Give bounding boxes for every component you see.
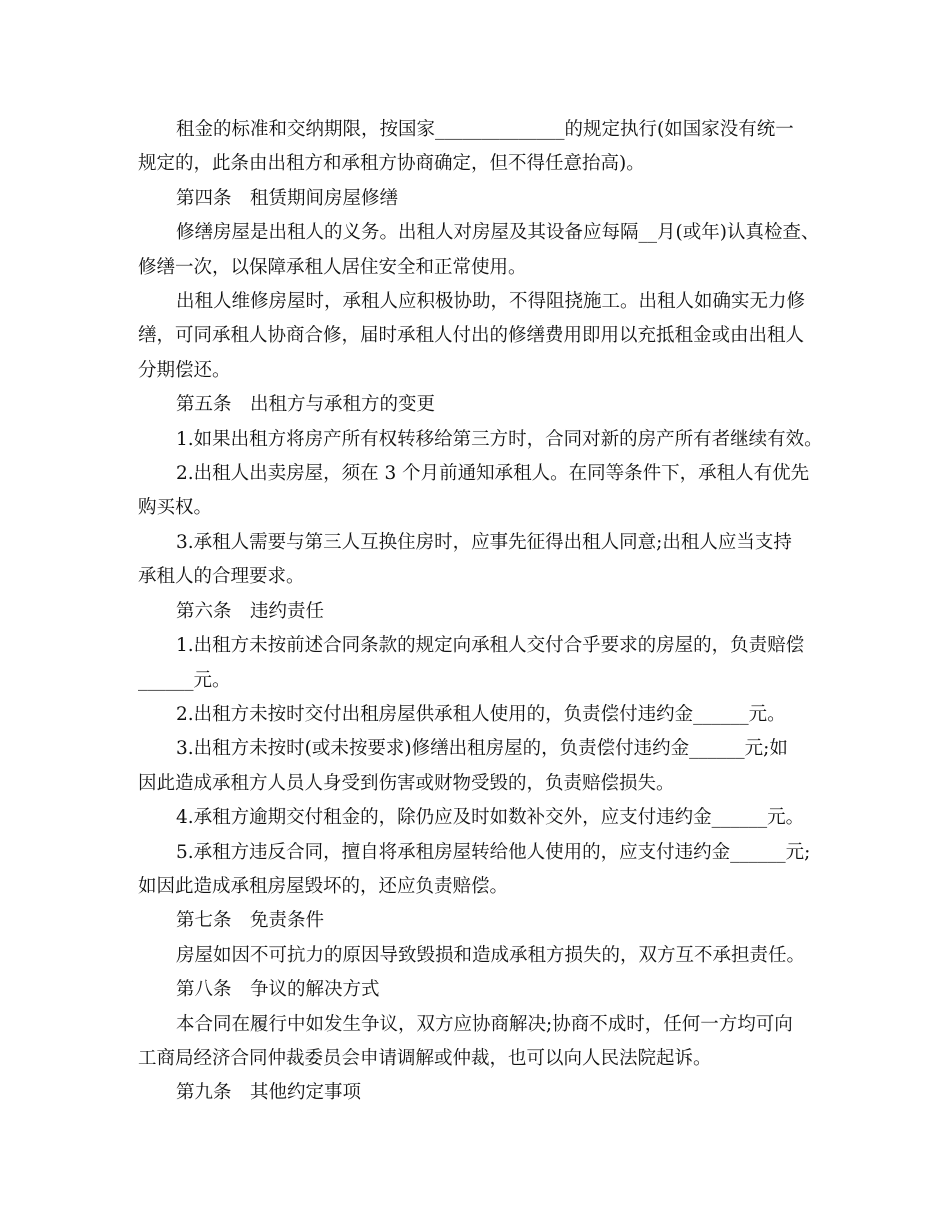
article-heading: 第七条 免责条件 [176, 910, 325, 932]
article-heading: 第四条 租赁期间房屋修缮 [176, 187, 399, 209]
paragraph-line: 2.出租人出卖房屋，须在 3 个月前通知承租人。在同等条件下，承租人有优先 [176, 463, 810, 485]
paragraph-line: 分期偿还。 [138, 359, 231, 381]
paragraph-line: 缮，可同承租人协商合修，届时承租人付出的修缮费用即用以充抵租金或由出租人 [138, 325, 805, 347]
paragraph-line: 修缮一次，以保障承租人居住安全和正常使用。 [138, 256, 527, 278]
paragraph-line: 规定的，此条由出租方和承租方协商确定，但不得任意抬高)。 [138, 153, 645, 175]
paragraph-line: 1.出租方未按前述合同条款的规定向承租人交付合乎要求的房屋的，负责赔偿 [176, 635, 805, 657]
paragraph-line: ______元。 [138, 669, 231, 691]
paragraph-line: 因此造成承租方人员人身受到伤害或财物受毁的，负责赔偿损失。 [138, 772, 675, 794]
paragraph-line: 3.出租方未按时(或未按要求)修缮出租房屋的，负责偿付违约金______元;如 [176, 738, 788, 760]
paragraph-line: 如因此造成承租房屋毁坏的，还应负责赔偿。 [138, 875, 509, 897]
paragraph-line: 本合同在履行中如发生争议，双方应协商解决;协商不成时，任何一方均可向 [176, 1013, 793, 1035]
paragraph-line: 工商局经济合同仲裁委员会申请调解或仲裁，也可以向人民法院起诉。 [138, 1047, 712, 1069]
paragraph-line: 2.出租方未按时交付出租房屋供承租人使用的，负责偿付违约金______元。 [176, 703, 786, 725]
paragraph-line: 购买权。 [138, 497, 213, 519]
paragraph-line: 5.承租方违反合同，擅自将承租房屋转给他人使用的，应支付违约金______元; [176, 841, 811, 863]
paragraph-line: 承租人的合理要求。 [138, 566, 305, 588]
paragraph-line: 出租人维修房屋时，承租人应积极协助，不得阻挠施工。出租人如确实无力修 [176, 291, 806, 313]
article-heading: 第六条 违约责任 [176, 600, 325, 622]
paragraph-line: 房屋如因不可抗力的原因导致毁损和造成承租方损失的，双方互不承担责任。 [176, 944, 806, 966]
paragraph-line: 3.承租人需要与第三人互换住房时，应事先征得出租人同意;出租人应当支持 [176, 531, 792, 553]
paragraph-line: 4.承租方逾期交付租金的，除仍应及时如数补交外，应支付违约金______元。 [176, 807, 805, 829]
paragraph-line: 1.如果出租方将房产所有权转移给第三方时，合同对新的房产所有者继续有效。 [176, 428, 823, 450]
paragraph-line: 修缮房屋是出租人的义务。出租人对房屋及其设备应每隔__月(或年)认真检查、 [176, 222, 820, 244]
article-heading: 第八条 争议的解决方式 [176, 979, 380, 1001]
article-heading: 第五条 出租方与承租方的变更 [176, 394, 436, 416]
paragraph-line: 租金的标准和交纳期限，按国家______________的规定执行(如国家没有统一 [176, 119, 794, 140]
article-heading: 第九条 其他约定事项 [176, 1082, 362, 1104]
